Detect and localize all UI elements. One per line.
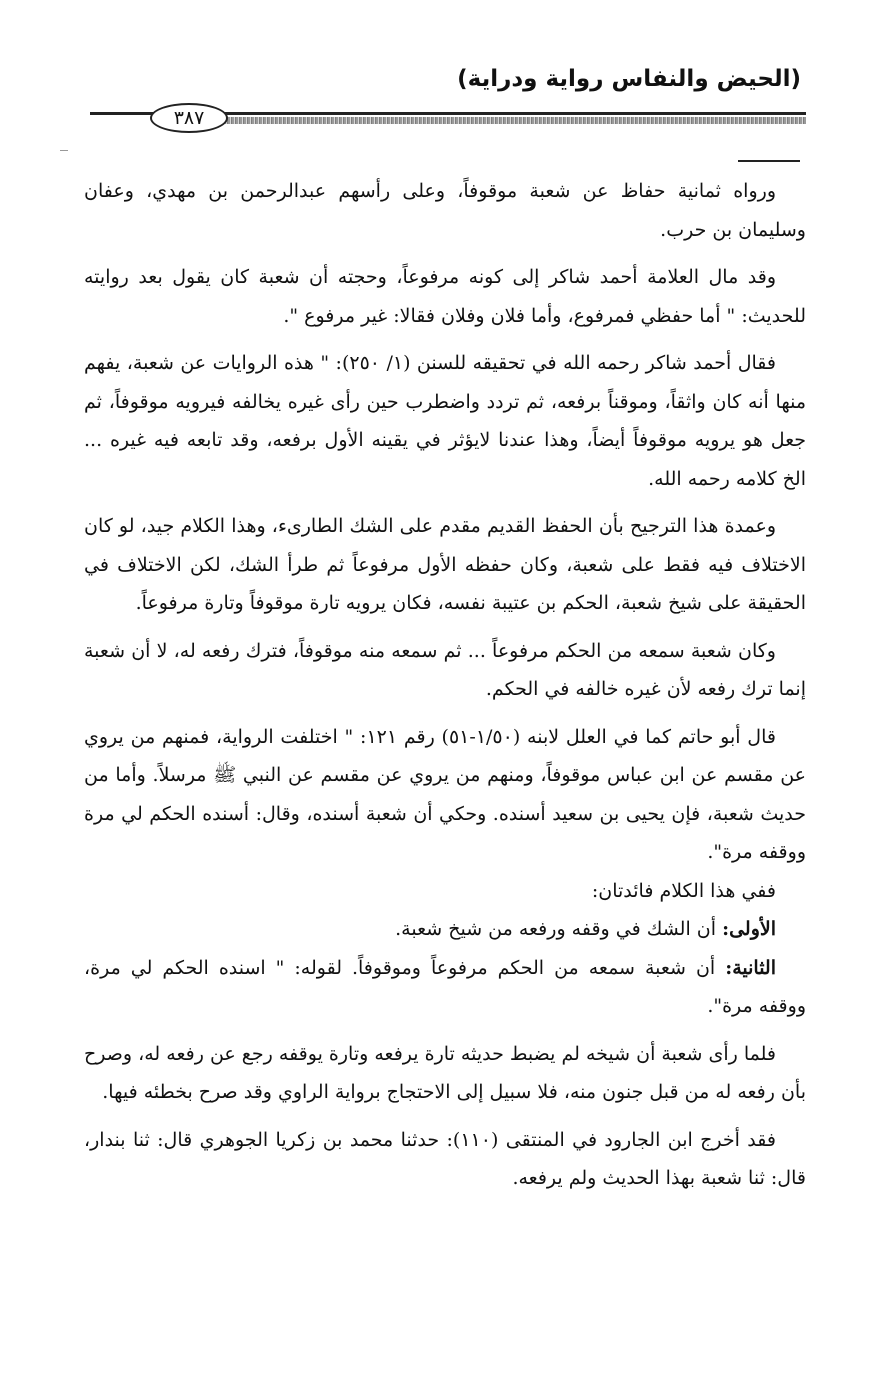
page-number-badge [150, 103, 228, 133]
paragraph [84, 172, 806, 249]
running-title: (الحيض والنفاس رواية ودراية) [457, 66, 801, 92]
paragraph [84, 1121, 806, 1198]
paragraph [84, 632, 806, 709]
point-text: أن شعبة سمعه من الحكم مرفوعاً وموقوفاً. لقوله: " اسنده الحكم لي مرة، ووقفه مرة". [84, 956, 806, 1017]
paragraph-text: فقد أخرج ابن الجارود في المنتقى (١١٠): حدثنا محمد بن زكريا الجوهري قال: ثنا بندار، قال: ثنا شعبة بهذا الحديث ولم يرفعه. [84, 1128, 806, 1189]
point-label: الأولى: [722, 918, 776, 940]
margin-mark [60, 150, 68, 151]
paragraph [84, 344, 806, 498]
paragraph [84, 507, 806, 623]
paragraph-text: وكان شعبة سمعه من الحكم مرفوعاً ... ثم سمعه منه موقوفاً، فترك رفعه له، لا أن شعبة إنما ترك رفعه لأن غيره خالفه في الحكم. [84, 639, 806, 700]
paragraph-text: قال أبو حاتم كما في العلل لابنه (١/٥٠-٥١) رقم ١٢١: " اختلفت الرواية، فمنهم من يروي عن مقسم عن ابن عباس موقوفاً، ومنهم من يروي عن مقسم عن النبي ﷺ مرسلاً. وأما من حديث شعبة، فإن يحيى بن سعيد أسنده. وحكي أن شعبة أسنده، وقال: أسنده الحكم لي مرة ووقفه مرة". [84, 725, 806, 863]
point-text: أن الشك في وقفه ورفعه من شيخ شعبة. [395, 918, 723, 940]
page-number: ٣٨٧ [173, 107, 205, 129]
paragraph-text: ورواه ثمانية حفاظ عن شعبة موقوفاً، وعلى رأسهم عبدالرحمن بن مهدي، وعفان وسليمان بن حرب. [84, 180, 806, 241]
point-label: الثانية: [725, 956, 776, 979]
paragraph-text: وعمدة هذا الترجيح بأن الحفظ القديم مقدم على الشك الطارىء، وهذا الكلام جيد، لو كان الاختلاف فيه فقط على شعبة، وكان حفظه الأول مرفوعاً ثم طرأ الشك، لكن الاختلاف في الحقيقة على شيخ شعبة، الحكم بن عتيبة نفسه، فكان يرويه تارة موقوفاً وتارة مرفوعاً. [84, 515, 806, 614]
paragraph [84, 718, 806, 872]
paragraph-text: فقال أحمد شاكر رحمه الله في تحقيقه للسنن (١/ ٢٥٠): " هذه الروايات عن شعبة، يفهم منها أنه كان واثقاً، وموقناً برفعه، ثم تردد واضطرب حين رأى غيره يخالفه فيرويه موقوفاً، ثم جعل هو يرويه موقوفاً أيضاً، وهذا عندنا لايؤثر في يقينه الأول برفعه، وقد تابعه فيه غيره ... الخ كلامه رحمه الله. [84, 352, 806, 490]
header-rule-texture [212, 117, 806, 124]
point-first [84, 910, 806, 949]
paragraph-text: وقد مال العلامة أحمد شاكر إلى كونه مرفوعاً، وحجته أن شعبة كان يقول بعد روايته للحديث: " أما حفظي فمرفوع، وأما فلان وفلان فقالا: غير مرفوع ". [84, 266, 806, 327]
paragraph-text: فلما رأى شعبة أن شيخه لم يضبط حديثه تارة يرفعه وتارة يوقفه رجع عن رفعه له، وصرح بأن رفعه له من قبل جنون منه، فلا سبيل إلى الاحتجاج برواية الراوي وقد صرح بخطئه فيها. [84, 1042, 806, 1103]
main-text [84, 172, 806, 1207]
paragraph [84, 872, 806, 911]
paragraph [84, 258, 806, 335]
separator-dash [738, 160, 800, 162]
point-second [84, 949, 806, 1026]
paragraph [84, 1035, 806, 1112]
paragraph-text: ففي هذا الكلام فائدتان: [591, 879, 776, 902]
